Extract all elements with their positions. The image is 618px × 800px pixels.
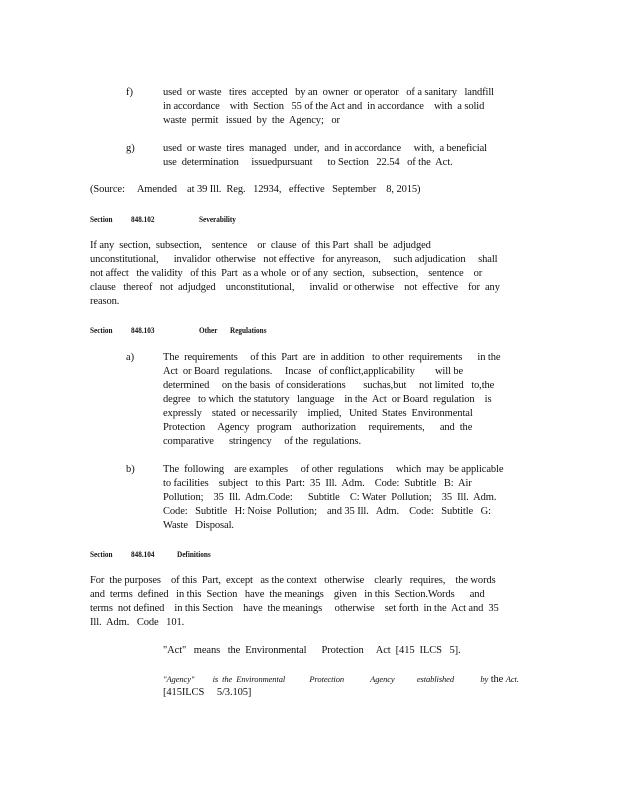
definition-agency-act: Act.	[505, 674, 519, 684]
definition-agency-citation: [415ILCS 5/3.105]	[163, 687, 252, 698]
paragraph-line: not affect the validity of this Part as a whole or of any section, subsection, sentence or	[90, 268, 483, 279]
item-b-line: The following are examples of other regulations which may be applicable	[163, 464, 504, 475]
paragraph-line: reason.	[90, 296, 120, 307]
item-a-line: comparative stringency of the regulations.	[163, 436, 362, 447]
definition-agency-italic: "Agency" is the Environmental Protection Agency established by	[163, 674, 489, 684]
item-a-line: degree to which the statutory language in the Act or Board regulation is	[163, 394, 492, 405]
section-label: Section	[90, 214, 113, 224]
item-a-line: expressly stated or necessarily implied, United States Environmental	[163, 408, 473, 419]
paragraph-line: unconstitutional, invalidor otherwise not effective for anyreason, such adjudication shall	[90, 254, 498, 265]
paragraph-line: and terms defined in this Section have the meanings given in this Section.Words and	[90, 589, 485, 600]
item-a-line: determined on the basis of considerations suchas,but not limited to,the	[163, 380, 495, 391]
item-b-line: Pollution; 35 Ill. Adm.Code: Subtitle C: Water Pollution; 35 Ill. Adm.	[163, 492, 497, 503]
item-b-line: Waste Disposal.	[163, 520, 234, 531]
item-a-marker: a)	[126, 352, 135, 363]
paragraph-line: For the purposes of this Part, except as the context otherwise clearly requires, the words	[90, 575, 496, 586]
item-f-line: in accordance with Section 55 of the Act and in accordance with a solid	[163, 101, 485, 112]
item-f-line: waste permit issued by the Agency; or	[163, 115, 340, 126]
section-number: 848.103	[131, 325, 155, 335]
paragraph-line: terms not defined in this Section have the meanings otherwise set forth in the Act and 35	[90, 603, 499, 614]
section-number: 848.102	[131, 214, 155, 224]
item-f-line: used or waste tires accepted by an owner or operator of a sanitary landfill	[163, 87, 494, 98]
item-a-line: Act or Board regulations. Incase of conflict,applicability will be	[163, 366, 464, 377]
section-number: 848.104	[131, 549, 155, 559]
paragraph-line: clause thereof not adjudged unconstitutional, invalid or otherwise not effective for any	[90, 282, 500, 293]
paragraph-line: Ill. Adm. Code 101.	[90, 617, 185, 628]
definition-act: "Act" means the Environmental Protection Act [415 ILCS 5].	[163, 645, 461, 656]
item-g-marker: g)	[126, 143, 135, 154]
definition-agency	[163, 672, 519, 687]
item-b-line: to facilities subject to this Part: 35 Ill. Adm. Code: Subtitle B: Air	[163, 478, 472, 489]
section-label: Section	[90, 549, 113, 559]
item-g-line: used or waste tires managed under, and in accordance with, a beneficial	[163, 143, 487, 154]
source-note: (Source: Amended at 39 Ill. Reg. 12934, effective September 8, 2015)	[90, 184, 421, 195]
section-title: Definitions	[177, 549, 211, 559]
item-b-line: Code: Subtitle H: Noise Pollution; and 35 Ill. Adm. Code: Subtitle G:	[163, 506, 491, 517]
item-g-line: use determination issuedpursuant to Section 22.54 of the Act.	[163, 157, 453, 168]
paragraph-line: If any section, subsection, sentence or clause of this Part shall be adjudged	[90, 240, 431, 251]
item-f-marker: f)	[126, 87, 133, 98]
section-label: Section	[90, 325, 113, 335]
item-a-line: Protection Agency program authorization requirements, and the	[163, 422, 473, 433]
definition-agency-the: the	[490, 674, 504, 685]
item-b-marker: b)	[126, 464, 135, 475]
section-title: Other Regulations	[199, 325, 267, 335]
section-title: Severability	[199, 214, 236, 224]
item-a-line: The requirements of this Part are in addition to other requirements in the	[163, 352, 501, 363]
